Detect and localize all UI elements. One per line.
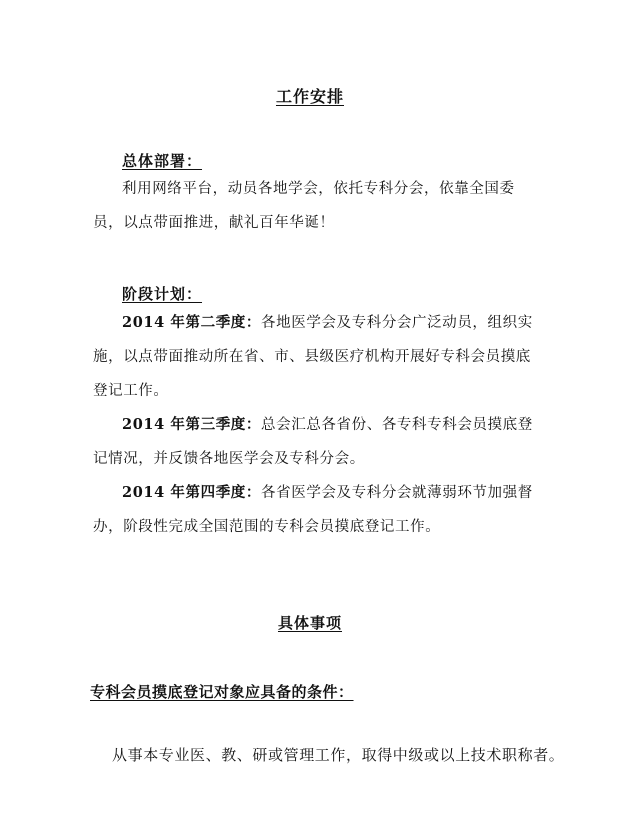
overall-paragraph bbox=[93, 172, 533, 240]
stage-q3-paragraph bbox=[93, 408, 533, 476]
overall-text: 利用网络平台，动员各地学会，依托专科分会，依靠全国委员，以点带面推进，献礼百年华诞！ bbox=[93, 181, 515, 231]
stage-q2-paragraph bbox=[93, 306, 533, 408]
stage-q3-label: 2014 年第三季度： bbox=[122, 416, 262, 433]
overall-heading: 总体部署： bbox=[122, 152, 203, 170]
specifics-title: 具体事项 bbox=[277, 614, 342, 632]
conditions-text: 从事本专业医、教、研或管理工作，取得中级或以上技术职称者。 bbox=[112, 746, 565, 764]
stage-q4-label: 2014 年第四季度： bbox=[122, 484, 262, 501]
stage-q2-label: 2014 年第二季度： bbox=[122, 314, 262, 331]
stage-q4-text: 各省医学会及专科分会就薄弱环节加强督办，阶段性完成全国范围的专科会员摸底登记工作。 bbox=[93, 485, 533, 535]
conditions-heading: 专科会员摸底登记对象应具备的条件： bbox=[90, 683, 354, 701]
stage-q3-text: 总会汇总各省份、各专科专科会员摸底登记情况，并反馈各地医学会及专科分会。 bbox=[93, 417, 533, 467]
stages-heading: 阶段计划： bbox=[122, 285, 203, 303]
stage-q2-text: 各地医学会及专科分会广泛动员，组织实施，以点带面推动所在省、市、县级医疗机构开展好专科会员摸底登记工作。 bbox=[93, 315, 533, 399]
stage-q4-paragraph bbox=[93, 476, 533, 544]
page-title: 工作安排 bbox=[275, 87, 344, 106]
